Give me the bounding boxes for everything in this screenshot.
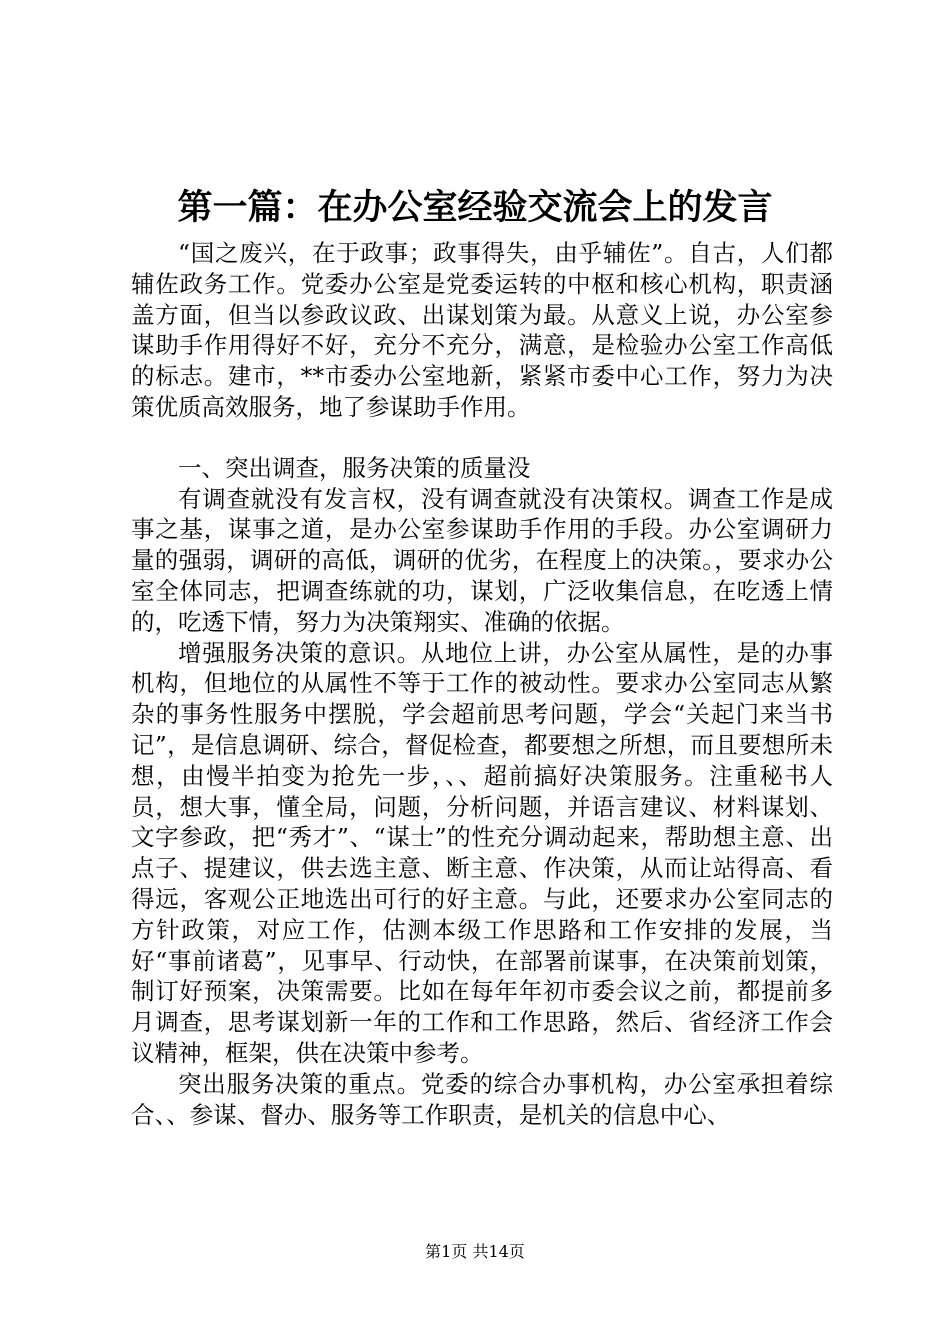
document-title: 第一篇：在办公室经验交流会上的发言 xyxy=(177,188,773,228)
paragraph-intro: “国之废兴，在于政事；政事得失，由乎辅佐”。自古，人们都辅佐政务工作。党委办公室是党委运转的中枢和核心机构，职责涵盖方面，但当以参政议政、出谋划策为最。从意义上说，办公室参谋助手作用得好不好，充分不充分，满意，是检验办公室工作高低的标志。建市，**市委办公室地新，紧紧市委中心工作，努力为决策优质高效服务，地了参谋助手作用。 xyxy=(131,239,833,421)
paragraph-spacer xyxy=(131,423,833,453)
document-body xyxy=(131,238,833,1130)
paragraph-investigation: 有调查就没有发言权，没有调查就没有决策权。调查工作是成事之基，谋事之道，是办公室参谋助手作用的手段。办公室调研力量的强弱，调研的高低，调研的优劣，在程度上的决策。，要求办公室全体同志，把调查练就的功，谋划，广泛收集信息，在吃透上情的，吃透下情，努力为决策翔实、准确的依据。 xyxy=(131,484,833,636)
page-number-footer: 第1页 共14页 xyxy=(425,1242,525,1261)
section-heading: 一、突出调查，服务决策的质量没 xyxy=(178,453,531,482)
paragraph-service-awareness: 增强服务决策的意识。从地位上讲，办公室从属性，是的办事机构，但地位的从属性不等于工作的被动性。要求办公室同志从繁杂的事务性服务中摆脱，学会超前思考问题，学会“关起门来当书记”，是信息调研、综合，督促检查，都要想之所想，而且要想所未想，由慢半拍变为抢先一步，、、超前搞好决策服务。注重秘书人员，想大事，懂全局，问题，分析问题，并语言建议、材料谋划、文字参政，把“秀才”、“谋士”的性充分调动起来，帮助想主意、出点子、提建议，供去选主意、断主意、作决策，从而让站得高、看得远，客观公正地选出可行的好主意。与此，还要求办公室同志的方针政策，对应工作，估测本级工作思路和工作安排的发展，当好“事前诸葛”，见事早、行动快，在部署前谋事，在决策前划策，制订好预案，决策需要。比如在每年年初市委会议之前，都提前多月调查，思考谋划新一年的工作和工作思路，然后、省经济工作会议精神，框架，供在决策中参考。 xyxy=(131,638,833,1067)
paragraph-service-focus: 突出服务决策的重点。党委的综合办事机构，办公室承担着综合、、参谋、督办、服务等工作职责，是机关的信息中心、 xyxy=(131,1069,833,1129)
